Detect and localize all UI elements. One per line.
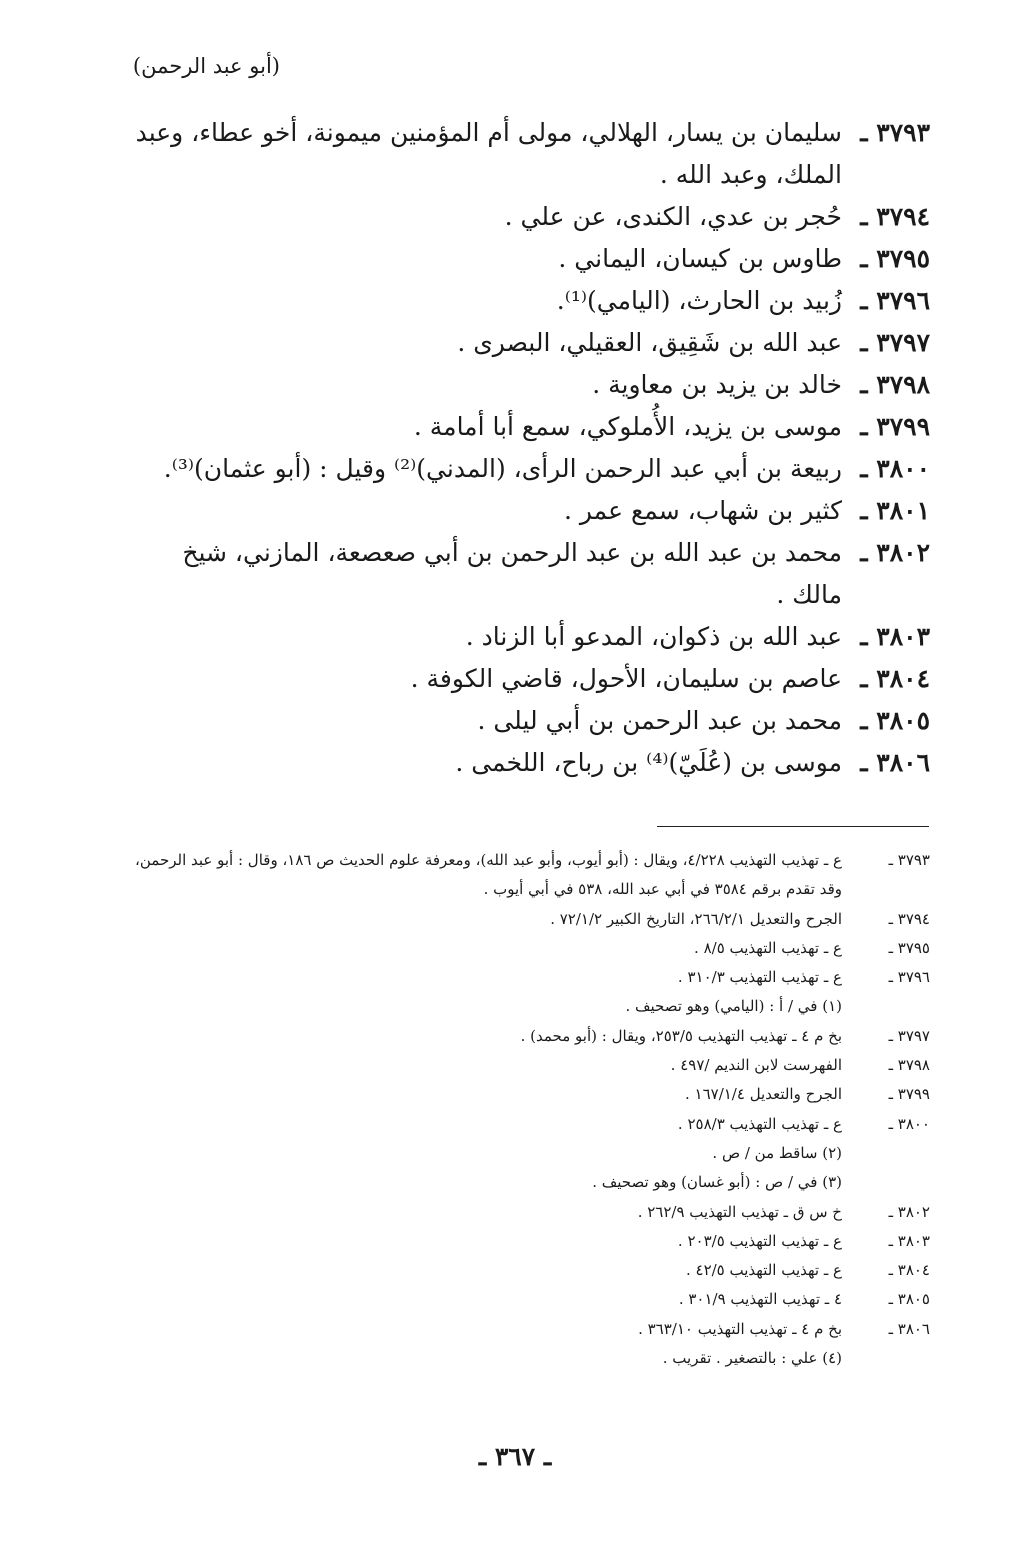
footnote-number: ٣٧٩٨ ـ <box>888 1056 930 1075</box>
footnote-text: ٤ ـ تهذيب التهذيب ٣٠١/٩ . <box>678 1290 842 1309</box>
footnote <box>130 1080 930 1109</box>
footnote <box>130 905 930 934</box>
entry-text: ربيعة بن أبي عبد الرحمن الرأى، (المدني)⁽²⁾ وقيل : (أبو عثمان)⁽³⁾. <box>163 454 842 483</box>
entry <box>130 238 930 280</box>
footnote-number: ٣٨٠٢ ـ <box>888 1202 930 1221</box>
footnote <box>130 846 930 905</box>
footnote-number <box>880 992 930 1021</box>
footnote-number: ٣٧٩٥ ـ <box>888 938 930 957</box>
footnote-text: ع ـ تهذيب التهذيب ٤/٢٢٨، ويقال : (أبو أيوب، وأبو عبد الله)، ومعرفة علوم الحديث ص ١٨٦، وقال : أبو عبد الرحمن، وقد تقدم برقم ٣٥٨٤ في أبي عبد الله، ٥٣٨ في أبي أيوب . <box>135 851 842 899</box>
footnote-number: ٣٨٠٣ ـ <box>888 1231 930 1250</box>
footnote <box>130 1315 930 1344</box>
footnote-number: ٣٨٠٦ ـ <box>888 1319 930 1338</box>
footnote-separator <box>657 826 929 827</box>
entry <box>130 322 930 364</box>
entry-number: ٣٧٩٨ ـ <box>860 370 930 399</box>
entry-text: موسى بن يزيد، الأُملوكي، سمع أبا أمامة . <box>413 412 842 441</box>
footnote <box>130 1139 930 1168</box>
footnote <box>130 992 930 1021</box>
footnote-number: ٣٧٩٤ ـ <box>888 909 930 928</box>
entry-text: عبد الله بن شَقِيق، العقيلي، البصرى . <box>457 328 842 357</box>
footnote-number: ٣٧٩٦ ـ <box>888 968 930 987</box>
entry-number: ٣٨٠٣ ـ <box>860 622 930 651</box>
entry-text: حُجر بن عدي، الكندى، عن علي . <box>504 202 842 231</box>
footnote-number: ٣٨٠٥ ـ <box>888 1290 930 1309</box>
footnote <box>130 1344 930 1373</box>
footnote-text: (١) في / أ : (اليامي) وهو تصحيف . <box>625 997 842 1016</box>
footnote-text: بخ م ٤ ـ تهذيب التهذيب ٢٥٣/٥، ويقال : (أبو محمد) . <box>520 1026 842 1045</box>
entry <box>130 532 930 616</box>
footnote <box>130 963 930 992</box>
footnote-number: ٣٨٠٤ ـ <box>888 1261 930 1280</box>
entry-number: ٣٨٠٥ ـ <box>860 706 930 735</box>
footnote-number: ٣٧٩٣ ـ <box>888 851 930 869</box>
footnote-text: ع ـ تهذيب التهذيب ٤٢/٥ . <box>685 1261 842 1280</box>
footnote <box>130 1051 930 1080</box>
entry-text: خالد بن يزيد بن معاوية . <box>592 370 842 399</box>
footnote <box>130 1227 930 1256</box>
entry-text: زُبيد بن الحارث، (اليامي)⁽¹⁾. <box>556 286 842 315</box>
entry <box>130 658 930 700</box>
footnote-text: (٤) علي : بالتصغير . تقريب . <box>662 1349 842 1368</box>
entries-list <box>130 112 930 784</box>
footnote-text: (٢) ساقط من / ص . <box>712 1143 842 1162</box>
footnote <box>130 1168 930 1197</box>
entry-text: محمد بن عبد الرحمن بن أبي ليلى . <box>477 706 842 735</box>
page-number: ـ ٣٦٧ ـ <box>478 1442 552 1471</box>
entry <box>130 742 930 784</box>
entry-number: ٣٧٩٥ ـ <box>860 244 930 273</box>
footnote <box>130 1285 930 1314</box>
footnote-number: ٣٧٩٩ ـ <box>888 1085 930 1104</box>
entry <box>130 700 930 742</box>
footnote-text: ع ـ تهذيب التهذيب ٣١٠/٣ . <box>677 968 842 987</box>
entry-number: ٣٨٠٢ ـ <box>860 538 930 567</box>
entry-number: ٣٧٩٩ ـ <box>860 412 930 441</box>
entry-number: ٣٧٩٣ ـ <box>860 118 930 147</box>
entry-number: ٣٨٠٦ ـ <box>860 748 930 777</box>
footnote-number: ٣٧٩٧ ـ <box>888 1026 930 1045</box>
entry <box>130 112 930 196</box>
footnote <box>130 1022 930 1051</box>
footnote-text: خ س ق ـ تهذيب التهذيب ٢٦٢/٩ . <box>637 1202 842 1221</box>
entry <box>130 280 930 322</box>
entry <box>130 364 930 406</box>
footnote-number <box>880 1139 930 1168</box>
entry-text: كثير بن شهاب، سمع عمر . <box>563 496 842 525</box>
entry <box>130 196 930 238</box>
footnotes-list <box>130 846 930 1373</box>
footnote <box>130 1198 930 1227</box>
footnote-number <box>880 1168 930 1197</box>
entry <box>130 616 930 658</box>
entry <box>130 448 930 490</box>
footnote <box>130 1110 930 1139</box>
entry-text: عاصم بن سليمان، الأحول، قاضي الكوفة . <box>410 664 842 693</box>
entry <box>130 490 930 532</box>
entry-text: محمد بن عبد الله بن عبد الرحمن بن أبي صعصعة، المازني، شيخ مالك . <box>182 538 842 609</box>
entry-number: ٣٨٠٤ ـ <box>860 664 930 693</box>
footnote-text: الفهرست لابن النديم /٤٩٧ . <box>670 1056 842 1075</box>
footnote <box>130 934 930 963</box>
footnote-number: ٣٨٠٠ ـ <box>888 1114 930 1133</box>
footnote-text: ع ـ تهذيب التهذيب ٢٥٨/٣ . <box>677 1114 842 1133</box>
footnote <box>130 1256 930 1285</box>
entry-text: عبد الله بن ذكوان، المدعو أبا الزناد . <box>465 622 842 651</box>
footnote-text: الجرح والتعديل ١٦٧/١/٤ . <box>684 1085 842 1104</box>
footnote-number <box>880 1344 930 1373</box>
entry-number: ٣٨٠٠ ـ <box>860 454 930 483</box>
entry-number: ٣٧٩٤ ـ <box>860 202 930 231</box>
footnote-text: (٣) في / ص : (أبو غسان) وهو تصحيف . <box>592 1173 842 1192</box>
entry-number: ٣٧٩٧ ـ <box>860 328 930 357</box>
footnote-text: بخ م ٤ ـ تهذيب التهذيب ٣٦٣/١٠ . <box>638 1319 842 1338</box>
entry-number: ٣٧٩٦ ـ <box>860 286 930 315</box>
entry-text: طاوس بن كيسان، اليماني . <box>558 244 842 273</box>
entry <box>130 406 930 448</box>
entry-text: سليمان بن يسار، الهلالي، مولى أم المؤمنين ميمونة، أخو عطاء، وعبد الملك، وعبد الله . <box>135 118 842 189</box>
footnote-text: الجرح والتعديل ٢٦٦/٢/١، التاريخ الكبير ٧٢/١/٢ . <box>550 909 842 928</box>
running-head: (أبو عبد الرحمن) <box>132 54 280 78</box>
footnote-text: ع ـ تهذيب التهذيب ٨/٥ . <box>694 938 842 957</box>
entry-text: موسى بن (عُلَيّ)⁽⁴⁾ بن رباح، اللخمى . <box>455 748 842 777</box>
footnote-text: ع ـ تهذيب التهذيب ٢٠٣/٥ . <box>677 1231 842 1250</box>
entry-number: ٣٨٠١ ـ <box>860 496 930 525</box>
